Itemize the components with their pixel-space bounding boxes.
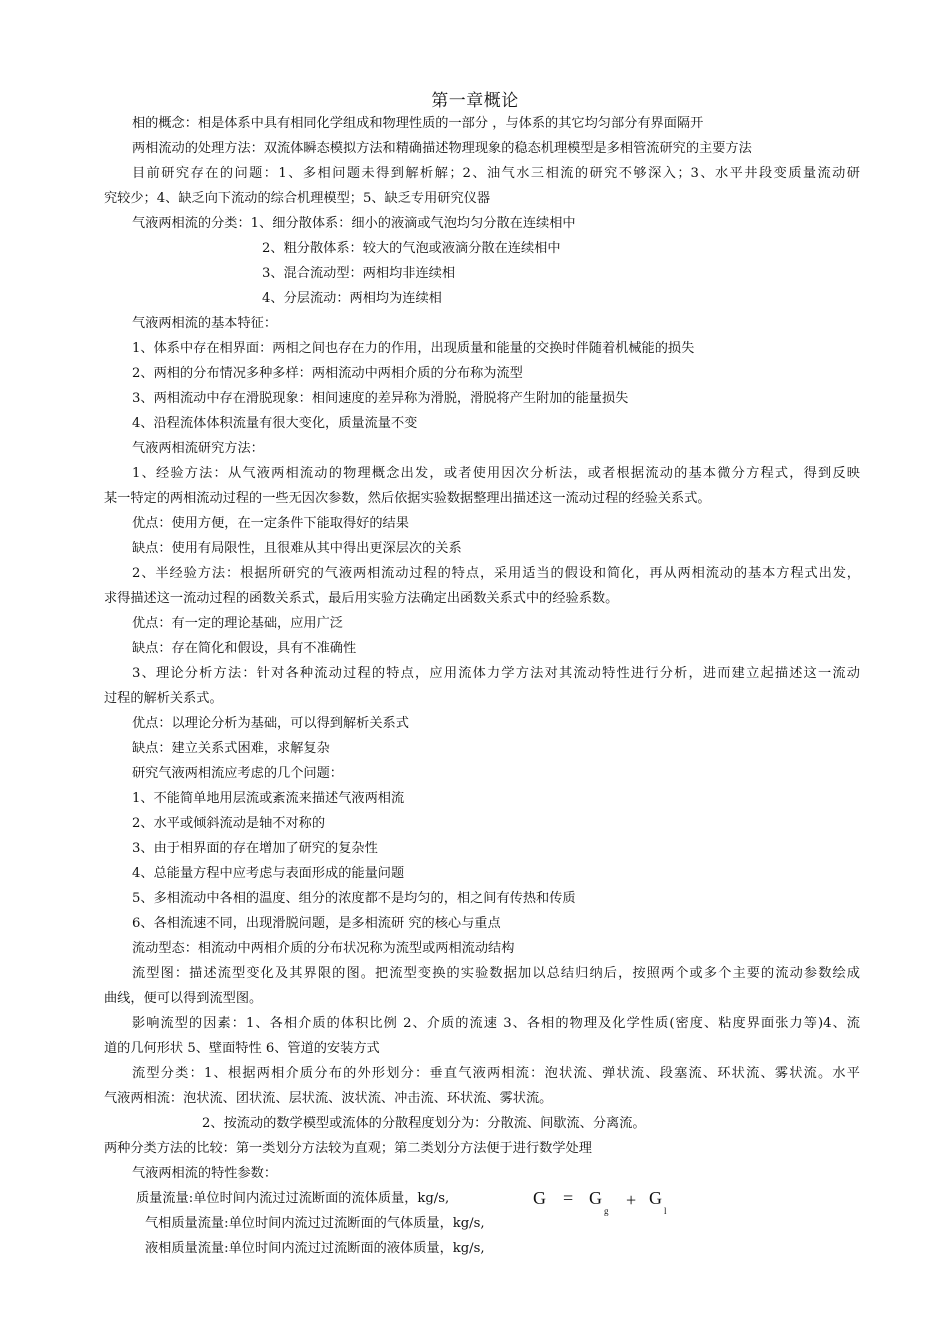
text-line: 2、两相的分布情况多种多样：两相流动中两相介质的分布称为流型 xyxy=(132,366,523,381)
text-line: 5、多相流动中各相的温度、组分的浓度都不是均匀的，相之间有传热和传质 xyxy=(132,891,576,906)
formula-sub-l: l xyxy=(664,1206,667,1216)
text-line: 2、粗分散体系：较大的气泡或液滴分散在连续相中 xyxy=(262,241,561,256)
formula-sub-g: g xyxy=(604,1206,609,1216)
text-line: 质量流量:单位时间内流过过流断面的流体质量，kg/s, xyxy=(136,1191,450,1206)
text-line: 优点：有一定的理论基础，应用广泛 xyxy=(132,616,343,631)
text-line: 两种分类方法的比较：第一类划分方法较为直观；第二类划分方法便于进行数学处理 xyxy=(104,1141,592,1156)
text-line: 2、半经验方法：根据所研究的气液两相流动过程的特点，采用适当的假设和简化，再从两相流动的基本方程式出发， xyxy=(132,566,860,581)
text-line: 4、分层流动：两相均为连续相 xyxy=(262,291,442,306)
text-line: 优点：使用方便，在一定条件下能取得好的结果 xyxy=(132,516,409,531)
text-line: 1、体系中存在相界面：两相之间也存在力的作用，出现质量和能量的交换时伴随着机械能的损失 xyxy=(132,341,695,356)
text-line: 流动型态：相流动中两相介质的分布状况称为流型或两相流动结构 xyxy=(132,941,515,956)
text-line: 6、各相流速不同，出现滑脱问题，是多相流研 究的核心与重点 xyxy=(132,916,501,931)
text-line: 相的概念：相是体系中具有相同化学组成和物理性质的一部分 ，与体系的其它均匀部分有界面隔开 xyxy=(132,116,704,131)
text-line: 影响流型的因素：1、各相介质的体积比例 2、介质的流速 3、各相的物理及化学性质(密度、粘度界面张力等)4、流 xyxy=(132,1016,860,1031)
text-line: 流型图：描述流型变化及其界限的图。把流型变换的实验数据加以总结归纳后，按照两个或多个主要的流动参数绘成 xyxy=(132,966,860,981)
text-line: 两相流动的处理方法：双流体瞬态模拟方法和精确描述物理现象的稳态机理模型是多相管流研究的主要方法 xyxy=(132,141,752,156)
text-line: 研究气液两相流应考虑的几个问题： xyxy=(132,766,343,781)
text-line: 液相质量流量:单位时间内流过过流断面的液体质量，kg/s, xyxy=(145,1241,485,1256)
formula-G-gas: G xyxy=(589,1188,602,1208)
text-line: 3、两相流动中存在滑脱现象：相间速度的差异称为滑脱，滑脱将产生附加的能量损失 xyxy=(132,391,629,406)
text-line: 4、沿程流体体积流量有很大变化，质量流量不变 xyxy=(132,416,418,431)
text-line: 2、按流动的数学模型或流体的分散程度划分为：分散流、间歇流、分离流。 xyxy=(202,1116,646,1131)
text-line: 气相质量流量:单位时间内流过过流断面的气体质量，kg/s, xyxy=(145,1216,485,1231)
chapter-title: 第一章概论 xyxy=(431,91,519,111)
mass-flow-formula xyxy=(533,1188,673,1218)
text-line: 曲线，便可以得到流型图。 xyxy=(104,991,263,1006)
text-line: 缺点：建立关系式困难，求解复杂 xyxy=(132,741,330,756)
text-line: 气液两相流的基本特征： xyxy=(132,316,278,331)
formula-G: G xyxy=(533,1188,546,1208)
text-line: 1、不能简单地用层流或紊流来描述气液两相流 xyxy=(132,791,405,806)
text-line: 气液两相流的分类：1、细分散体系：细小的液滴或气泡均匀分散在连续相中 xyxy=(132,216,576,231)
text-line: 求得描述这一流动过程的函数关系式，最后用实验方法确定出函数关系式中的经验系数。 xyxy=(104,591,619,606)
text-line: 某一特定的两相流动过程的一些无因次参数，然后依据实验数据整理出描述这一流动过程的经验关系式。 xyxy=(104,491,711,506)
text-line: 过程的解析关系式。 xyxy=(104,691,223,706)
formula-plus: + xyxy=(626,1190,637,1210)
text-line: 流型分类：1、根据两相介质分布的外形划分：垂直气液两相流：泡状流、弹状流、段塞流、环状流、雾状流。水平 xyxy=(132,1066,860,1081)
text-line: 4、总能量方程中应考虑与表面形成的能量问题 xyxy=(132,866,405,881)
text-line: 2、水平或倾斜流动是轴不对称的 xyxy=(132,816,326,831)
text-line: 缺点：存在简化和假设，具有不准确性 xyxy=(132,641,357,656)
text-line: 气液两相流：泡状流、团状流、层状流、波状流、冲击流、环状流、雾状流。 xyxy=(104,1091,553,1106)
text-line: 究较少；4、缺乏向下流动的综合机理模型；5、缺乏专用研究仪器 xyxy=(104,191,491,206)
text-line: 3、混合流动型：两相均非连续相 xyxy=(262,266,456,281)
text-line: 气液两相流的特性参数： xyxy=(132,1166,278,1181)
text-line: 1、经验方法：从气液两相流动的物理概念出发，或者使用因次分析法，或者根据流动的基本微分方程式，得到反映 xyxy=(132,466,860,481)
text-line: 目前研究存在的问题：1、多相问题未得到解析解；2、油气水三相流的研究不够深入；3、水平井段变质量流动研 xyxy=(132,166,860,181)
formula-equals: = xyxy=(563,1188,574,1208)
text-line: 缺点：使用有局限性，且很难从其中得出更深层次的关系 xyxy=(132,541,462,556)
text-line: 3、理论分析方法：针对各种流动过程的特点，应用流体力学方法对其流动特性进行分析，进而建立起描述这一流动 xyxy=(132,666,860,681)
formula-G-liquid: G xyxy=(649,1188,662,1208)
text-line: 道的几何形状 5、壁面特性 6、管道的安装方式 xyxy=(104,1041,380,1056)
text-line: 3、由于相界面的存在增加了研究的复杂性 xyxy=(132,841,378,856)
text-line: 气液两相流研究方法： xyxy=(132,441,264,456)
text-line: 优点：以理论分析为基础，可以得到解析关系式 xyxy=(132,716,409,731)
